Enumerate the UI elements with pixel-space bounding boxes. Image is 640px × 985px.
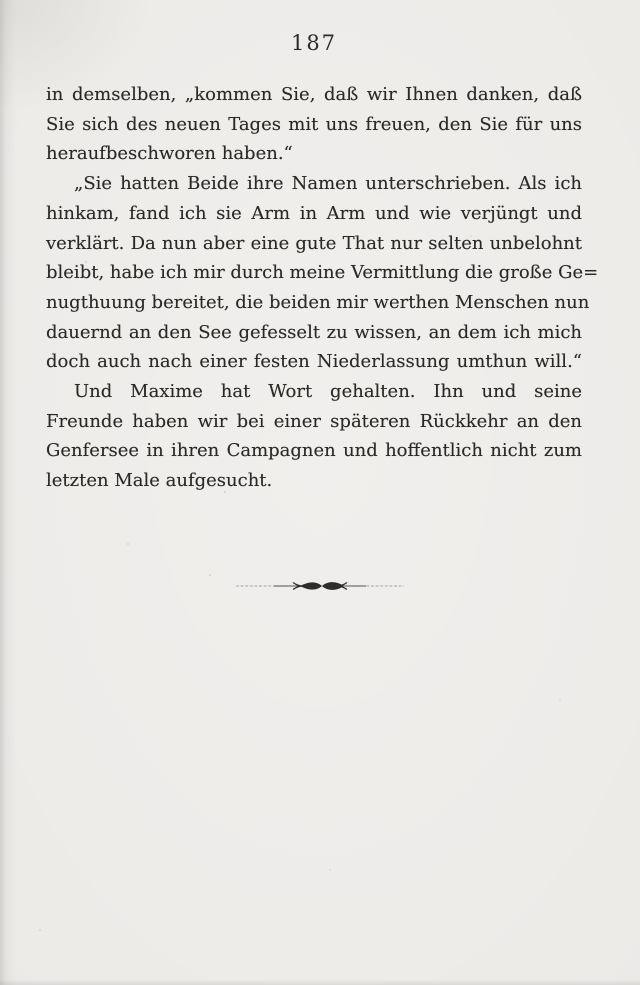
paragraph — [46, 80, 582, 169]
text-line: Und Maxime hat Wort gehalten. Ihn und seine — [74, 381, 582, 403]
paragraph — [46, 169, 599, 377]
text-line: Freunde haben wir bei einer späteren Rückkehr an den — [46, 410, 582, 432]
text-line: Genfersee in ihren Campagnen und hoffentlich nicht zum — [46, 440, 582, 462]
text-line: verklärt. Da nun aber eine gute That nur selten unbelohnt — [46, 232, 582, 254]
body-text — [46, 80, 599, 496]
leaf-rule-divider-icon — [234, 578, 406, 594]
text-line: in demselben, „kommen Sie, daß wir Ihnen danken, daß — [46, 84, 582, 105]
text-line: doch auch nach einer festen Niederlassung umthun will.“ — [46, 351, 582, 373]
text-line: Sie sich des neuen Tages mit uns freuen, den Sie für uns — [46, 113, 582, 135]
page-number: 187 — [290, 31, 338, 55]
text-line: letzten Male aufgesucht. — [46, 470, 273, 492]
text-line: dauernd an den See gefesselt zu wissen, an dem ich mich — [46, 321, 582, 343]
paragraph — [46, 377, 582, 496]
text-line: bleibt, habe ich mir durch meine Vermittlung die große Ge= — [46, 262, 599, 284]
text-line: heraufbeschworen haben.“ — [46, 143, 293, 165]
text-line: nugthuung bereitet, die beiden mir werthen Menschen nun — [46, 291, 590, 313]
text-line: hinkam, fand ich sie Arm in Arm und wie verjüngt und — [46, 202, 582, 224]
text-line: „Sie hatten Beide ihre Namen unterschrieben. Als ich — [74, 173, 582, 195]
